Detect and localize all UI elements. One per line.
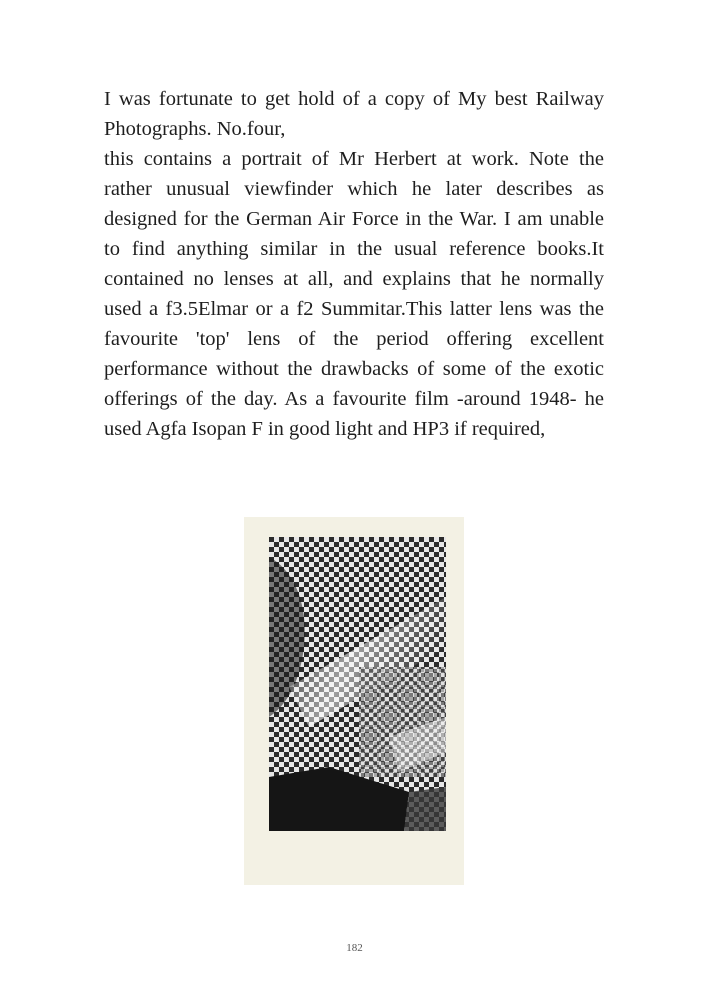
paragraph-2: this contains a portrait of Mr Herbert at work. Note the rather unusual viewfinder which he later describes as designed for the German Air Force in the War. I am unable to find anything similar in the usual reference books.It contained no lenses at all, and explains that he normally used a f3.5Elmar or a f2 Summitar.This latter lens was the favourite 'top' lens of the period offering excellent performance without the drawbacks of some of the exotic offerings of the day. As a favourite film -around 1948- he used Agfa Isopan F in good light and HP3 if required, [104,148,604,440]
halftone-photograph [269,537,446,831]
paragraph-1: I was fortunate to get hold of a copy of My best Railway Photographs. No.four, [104,88,604,140]
body-text [104,84,604,444]
page-number: 182 [346,942,363,954]
photo-figure [244,517,464,885]
